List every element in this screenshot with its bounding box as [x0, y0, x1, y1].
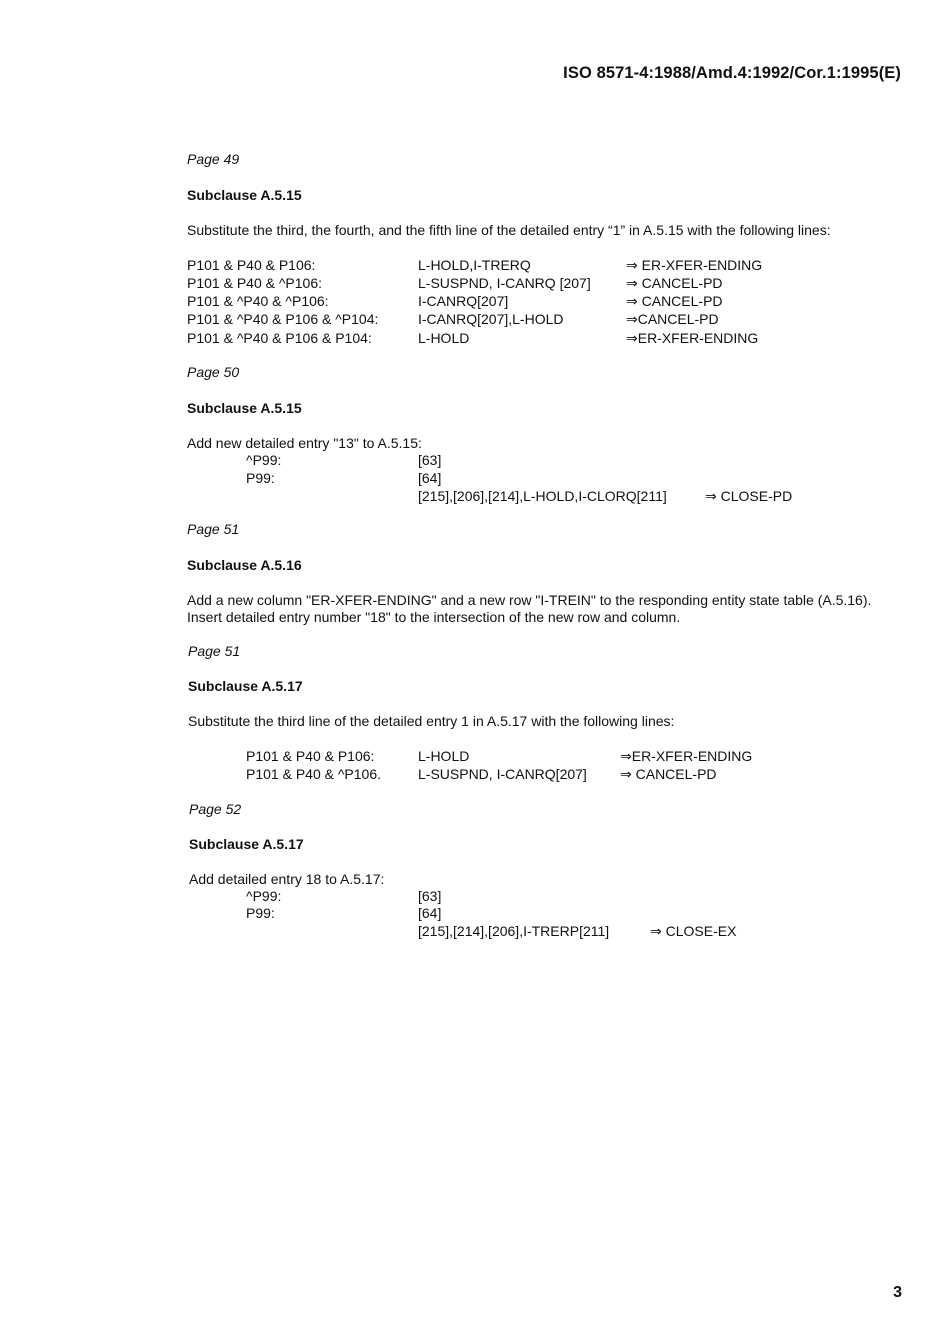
result-cell: ⇒ER-XFER-ENDING — [620, 748, 753, 764]
page-reference: Page 49 — [187, 151, 240, 167]
action-cell: I-CANRQ[207],L-HOLD — [418, 311, 564, 327]
condition-cell: P101 & ^P40 & ^P106: — [187, 293, 329, 309]
table-row — [0, 488, 950, 506]
instruction-text: Insert detailed entry number "18" to the intersection of the new row and column. — [187, 609, 681, 625]
condition-cell: P101 & ^P40 & P106 & P104: — [187, 330, 372, 346]
page-number: 3 — [893, 1284, 902, 1301]
subclause-heading: Subclause A.5.15 — [187, 400, 302, 416]
result-cell: ⇒ CANCEL-PD — [620, 766, 717, 782]
action-cell: L-HOLD — [418, 748, 470, 764]
action-cell: L-SUSPND, I-CANRQ [207] — [418, 275, 591, 291]
table-row — [0, 311, 950, 329]
condition-cell: P101 & P40 & P106: — [246, 748, 375, 764]
condition-cell: P101 & ^P40 & P106 & ^P104: — [187, 311, 379, 327]
table-row — [0, 330, 950, 348]
result-cell: ⇒CANCEL-PD — [626, 311, 719, 327]
subclause-heading: Subclause A.5.17 — [188, 678, 303, 694]
condition-cell: P101 & P40 & P106: — [187, 257, 316, 273]
action-cell: [63] — [418, 888, 442, 904]
subclause-heading: Subclause A.5.17 — [189, 836, 304, 852]
page-reference: Page 50 — [187, 364, 240, 380]
result-cell: ⇒ CANCEL-PD — [626, 293, 723, 309]
result-cell: ⇒ CLOSE-PD — [705, 488, 793, 504]
instruction-text: Substitute the third, the fourth, and the fifth line of the detailed entry “1” in A.5.15 with the following lines: — [187, 222, 831, 238]
table-row — [0, 748, 950, 766]
table-row — [0, 470, 950, 488]
condition-cell: ^P99: — [246, 452, 282, 468]
result-cell: ⇒ ER-XFER-ENDING — [626, 257, 763, 273]
table-row — [0, 293, 950, 311]
condition-cell: P101 & P40 & ^P106: — [187, 275, 322, 291]
document-id-header: ISO 8571-4:1988/Amd.4:1992/Cor.1:1995(E) — [563, 64, 901, 82]
subclause-heading: Subclause A.5.15 — [187, 187, 302, 203]
action-cell: [215],[206],[214],L-HOLD,I-CLORQ[211] — [418, 488, 667, 504]
action-cell: L-HOLD,I-TRERQ — [418, 257, 531, 273]
instruction-text: Add a new column "ER-XFER-ENDING" and a new row "I-TREIN" to the responding entity state table (A.5.16). — [187, 592, 872, 608]
table-row — [0, 275, 950, 293]
action-cell: [64] — [418, 470, 442, 486]
table-row — [0, 257, 950, 275]
condition-cell: P99: — [246, 470, 275, 486]
action-cell: [63] — [418, 452, 442, 468]
table-row — [0, 905, 950, 923]
table-row — [0, 452, 950, 470]
result-cell: ⇒ CLOSE-EX — [650, 923, 737, 939]
action-cell: I-CANRQ[207] — [418, 293, 509, 309]
instruction-text: Add new detailed entry "13" to A.5.15: — [187, 435, 422, 451]
result-cell: ⇒ER-XFER-ENDING — [626, 330, 759, 346]
condition-cell: ^P99: — [246, 888, 282, 904]
page-reference: Page 51 — [187, 521, 240, 537]
condition-cell: P99: — [246, 905, 275, 921]
action-cell: L-SUSPND, I-CANRQ[207] — [418, 766, 587, 782]
subclause-heading: Subclause A.5.16 — [187, 557, 302, 573]
table-row — [0, 766, 950, 784]
table-row — [0, 888, 950, 906]
action-cell: [64] — [418, 905, 442, 921]
result-cell: ⇒ CANCEL-PD — [626, 275, 723, 291]
table-row — [0, 923, 950, 941]
action-cell: L-HOLD — [418, 330, 470, 346]
action-cell: [215],[214],[206],I-TRERP[211] — [418, 923, 610, 939]
page-reference: Page 51 — [188, 643, 241, 659]
instruction-text: Add detailed entry 18 to A.5.17: — [189, 871, 385, 887]
instruction-text: Substitute the third line of the detailed entry 1 in A.5.17 with the following lines: — [188, 713, 675, 729]
page-reference: Page 52 — [189, 801, 242, 817]
condition-cell: P101 & P40 & ^P106. — [246, 766, 381, 782]
